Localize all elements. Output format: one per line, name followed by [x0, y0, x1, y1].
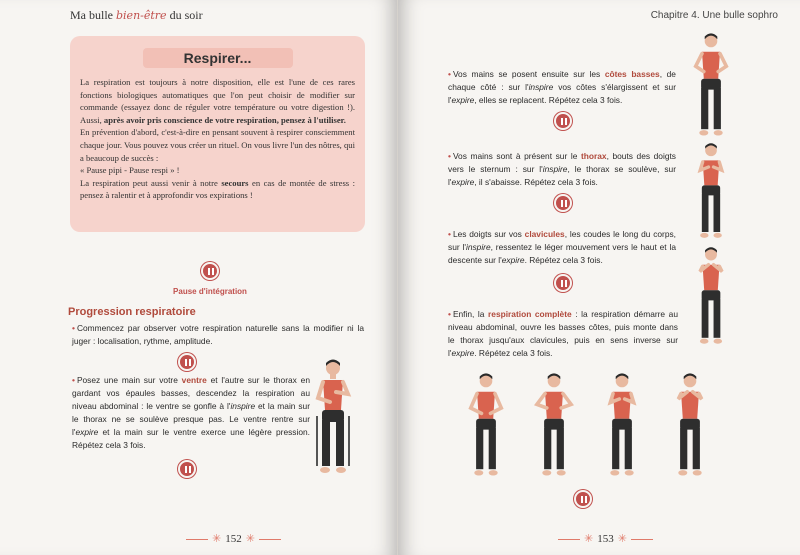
box-paragraph-3: « Pause pipi - Pause respi » ! [80, 165, 180, 176]
seated-woman-figure [688, 32, 734, 140]
pause-label: Pause d'intégration [173, 287, 247, 296]
bullet-clavicules: • Les doigts sur vos clavicules, les coudes le long du corps, sur l'inspire, ressentez le léger mouvement vers le haut et la descente sur l'expire. Répétez cela 3 fois. [448, 229, 676, 265]
pause-icon [201, 262, 219, 280]
pause-icon [574, 490, 592, 508]
pause-icon [554, 112, 572, 130]
right-page [398, 0, 800, 555]
seated-woman-figure [666, 372, 714, 480]
bullet-ventre: • Posez une main sur votre ventre et l'autre sur le thorax en gardant vos épaules basses, descendez la respiration au niveau abdominal : le ventre se gonfle à l'inspire et la main sur le thorax ne se soulève presque pas. Le ventre rentre sur l'expire et la main sur le ventre exerce une légère pression. Répétez cela 3 fois. [72, 375, 310, 450]
running-head-script: bien-être [116, 9, 167, 22]
running-head-left: Ma bulle bien-être du soir [70, 8, 203, 22]
respirer-box [70, 36, 365, 232]
pause-icon [178, 353, 196, 371]
box-paragraph-4: La respiration peut aussi venir à notre secours en cas de montée de stress : pensez à ralentir et à approfondir vos expirations ! [80, 177, 355, 201]
pause-icon [554, 274, 572, 292]
pause-integration [150, 262, 270, 296]
bullet-cotes-basses: • Vos mains se posent ensuite sur les côtes basses, de chaque côté : sur l'inspire vos côtes s'élargissent et sur l'expire, elles se replacent. Répétez cela 3 fois. [448, 69, 676, 105]
bullet-observe: • Commencez par observer votre respiration naturelle sans la modifier ni la juger : localisation, rythme, amplitude. [72, 323, 364, 346]
seated-woman-figure [530, 372, 578, 480]
bullet-respiration-complete: • Enfin, la respiration complète : la respiration démarre au niveau abdominal, ouvre les basses côtes, puis monte dans le thorax jusqu'aux clavicules, puis en sens inverse sur l'expire. Répétez cela 3 fois. [448, 309, 678, 358]
box-title: Respirer... [143, 48, 293, 68]
seated-woman-figure [462, 372, 510, 480]
seated-woman-figure [688, 246, 734, 348]
seated-woman-figure [688, 142, 734, 242]
seated-woman-figure [310, 358, 356, 478]
box-paragraph-2: En prévention d'abord, c'est-à-dire en pensant souvent à respirer consciemment chaque jour. Vous pouvez vous créer un rituel. On vous livre l'un des nôtres, qui a beaucoup de succès : [80, 127, 355, 163]
page-number: ✳ 153 ✳ [558, 532, 653, 545]
bullet-thorax: • Vos mains sont à présent sur le thorax, bouts des doigts vers le sternum : sur l'inspire, le thorax se soulève, sur l'expire, il s'abaisse. Répétez cela 3 fois. [448, 151, 676, 187]
pause-icon [554, 194, 572, 212]
page-number: ✳ 152 ✳ [186, 532, 281, 545]
left-page [0, 0, 398, 555]
section-title: Progression respiratoire [68, 306, 196, 318]
box-paragraph-1: La respiration est toujours à notre disposition, elle est l'une de ces rares fonctions biologiques automatiques que l'on peut choisir de modifier sur commande (essayez donc de réguler votre température ou votre digestion !). Aussi, après avoir pris conscience de votre respiration, pensez à l'utiliser. [80, 77, 355, 125]
seated-woman-figure [598, 372, 646, 480]
running-head-right: Chapitre 4. Une bulle sophro [650, 10, 778, 21]
pause-icon [178, 460, 196, 478]
